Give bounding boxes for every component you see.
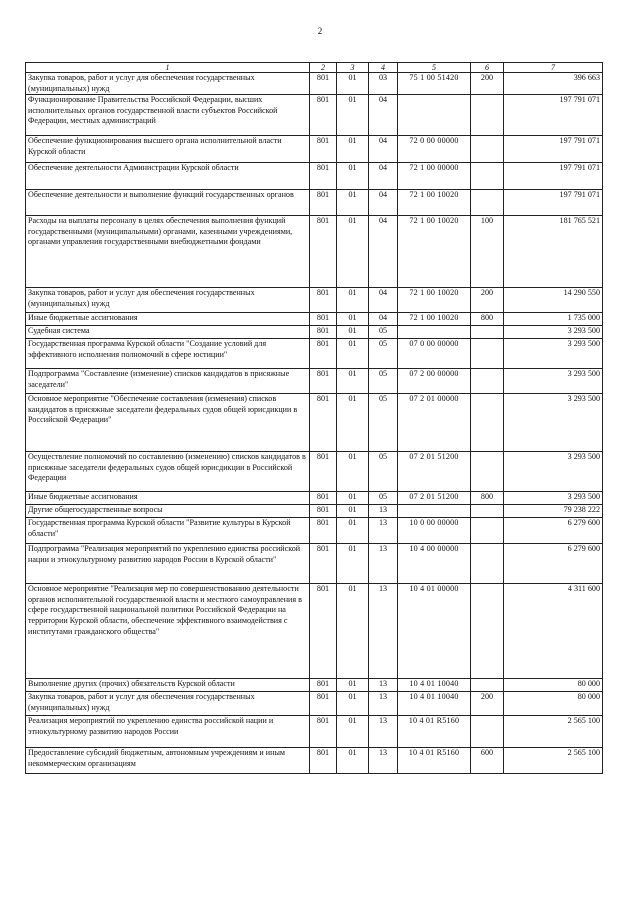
row-subsection: 05 (369, 326, 398, 339)
row-expense-type (471, 369, 504, 394)
row-amount: 3 293 500 (504, 452, 603, 492)
row-section: 01 (337, 288, 369, 313)
row-target-article: 07 2 01 51200 (398, 492, 471, 505)
row-section: 01 (337, 136, 369, 163)
table-row (26, 313, 603, 326)
row-expense-type: 600 (471, 748, 504, 774)
row-subsection: 13 (369, 748, 398, 774)
row-target-article: 07 0 00 00000 (398, 339, 471, 369)
row-target-article: 10 4 01 R5160 (398, 748, 471, 774)
row-section: 01 (337, 505, 369, 518)
row-section: 01 (337, 190, 369, 216)
row-code: 801 (310, 544, 337, 584)
row-section: 01 (337, 584, 369, 679)
row-subsection: 05 (369, 452, 398, 492)
row-section: 01 (337, 313, 369, 326)
row-name: Закупка товаров, работ и услуг для обеспечения государственных (муниципальных) нужд (26, 288, 310, 313)
table-row (26, 394, 603, 452)
table-row (26, 518, 603, 544)
row-amount: 80 000 (504, 679, 603, 692)
row-name: Иные бюджетные ассигнования (26, 492, 310, 505)
row-name: Реализация мероприятий по укреплению единства российской нации и этнокультурному развитию народов России (26, 716, 310, 748)
row-section: 01 (337, 679, 369, 692)
row-amount: 6 279 600 (504, 518, 603, 544)
table-row (26, 748, 603, 774)
row-code: 801 (310, 748, 337, 774)
row-code: 801 (310, 190, 337, 216)
row-subsection: 04 (369, 288, 398, 313)
row-section: 01 (337, 163, 369, 190)
row-code: 801 (310, 394, 337, 452)
column-header: 6 (471, 63, 504, 73)
row-section: 01 (337, 748, 369, 774)
row-amount: 6 279 600 (504, 544, 603, 584)
row-expense-type (471, 394, 504, 452)
row-amount: 2 565 100 (504, 748, 603, 774)
row-expense-type (471, 452, 504, 492)
row-subsection: 04 (369, 163, 398, 190)
row-expense-type (471, 190, 504, 216)
row-section: 01 (337, 216, 369, 288)
row-subsection: 05 (369, 339, 398, 369)
row-target-article: 10 4 01 10040 (398, 692, 471, 716)
row-code: 801 (310, 288, 337, 313)
row-amount: 197 791 071 (504, 95, 603, 136)
row-section: 01 (337, 452, 369, 492)
row-subsection: 13 (369, 692, 398, 716)
row-expense-type: 200 (471, 288, 504, 313)
row-name: Иные бюджетные ассигнования (26, 313, 310, 326)
row-amount: 1 735 000 (504, 313, 603, 326)
table-row (26, 492, 603, 505)
row-name: Закупка товаров, работ и услуг для обеспечения государственных (муниципальных) нужд (26, 73, 310, 95)
row-target-article: 72 1 00 10020 (398, 313, 471, 326)
table-row (26, 584, 603, 679)
row-name: Обеспечение деятельности и выполнение функций государственных органов (26, 190, 310, 216)
row-subsection: 13 (369, 716, 398, 748)
table-row (26, 95, 603, 136)
row-expense-type (471, 505, 504, 518)
row-code: 801 (310, 369, 337, 394)
row-expense-type (471, 518, 504, 544)
row-subsection: 04 (369, 136, 398, 163)
row-section: 01 (337, 369, 369, 394)
row-expense-type: 200 (471, 692, 504, 716)
row-code: 801 (310, 679, 337, 692)
row-amount: 3 293 500 (504, 339, 603, 369)
row-subsection: 05 (369, 369, 398, 394)
row-expense-type: 800 (471, 492, 504, 505)
row-expense-type (471, 163, 504, 190)
row-name: Обеспечение деятельности Администрации Курской области (26, 163, 310, 190)
row-expense-type: 100 (471, 216, 504, 288)
row-name: Выполнение других (прочих) обязательств Курской области (26, 679, 310, 692)
row-amount: 197 791 071 (504, 136, 603, 163)
row-subsection: 13 (369, 584, 398, 679)
row-code: 801 (310, 339, 337, 369)
table-row (26, 369, 603, 394)
row-target-article: 72 1 00 10020 (398, 190, 471, 216)
row-expense-type: 800 (471, 313, 504, 326)
row-expense-type (471, 326, 504, 339)
row-target-article: 10 4 01 10040 (398, 679, 471, 692)
row-code: 801 (310, 216, 337, 288)
row-expense-type: 200 (471, 73, 504, 95)
row-subsection: 03 (369, 73, 398, 95)
row-subsection: 13 (369, 679, 398, 692)
table-row (26, 326, 603, 339)
row-code: 801 (310, 326, 337, 339)
row-target-article: 72 0 00 00000 (398, 136, 471, 163)
column-header: 7 (504, 63, 603, 73)
column-header: 1 (26, 63, 310, 73)
column-header: 5 (398, 63, 471, 73)
row-target-article: 10 4 01 R5160 (398, 716, 471, 748)
table-row (26, 692, 603, 716)
row-expense-type (471, 339, 504, 369)
row-amount: 79 238 222 (504, 505, 603, 518)
row-expense-type (471, 95, 504, 136)
row-name: Функционирование Правительства Российской Федерации, высших исполнительных органов государственной власти субъектов Российской Федерации, местных администраций (26, 95, 310, 136)
row-amount: 197 791 071 (504, 163, 603, 190)
table-row (26, 452, 603, 492)
row-name: Предоставление субсидий бюджетным, автономным учреждениям и иным некоммерческим организациям (26, 748, 310, 774)
row-code: 801 (310, 584, 337, 679)
row-target-article: 10 4 01 00000 (398, 584, 471, 679)
row-name: Расходы на выплаты персоналу в целях обеспечения выполнения функций государственными (муниципальными) органами, казенными учреждениями, органами управления государственными внебюджетными фондами (26, 216, 310, 288)
row-target-article (398, 505, 471, 518)
row-target-article (398, 326, 471, 339)
row-amount: 396 663 (504, 73, 603, 95)
row-expense-type (471, 679, 504, 692)
row-section: 01 (337, 73, 369, 95)
row-target-article: 75 1 00 51420 (398, 73, 471, 95)
row-amount: 80 000 (504, 692, 603, 716)
row-target-article: 72 1 00 10020 (398, 216, 471, 288)
row-code: 801 (310, 518, 337, 544)
column-header: 2 (310, 63, 337, 73)
row-subsection: 05 (369, 394, 398, 452)
row-target-article: 72 1 00 10020 (398, 288, 471, 313)
row-amount: 3 293 500 (504, 326, 603, 339)
row-amount: 3 293 500 (504, 394, 603, 452)
table-row (26, 163, 603, 190)
row-code: 801 (310, 73, 337, 95)
row-name: Подпрограмма "Составление (изменение) списков кандидатов в присяжные заседатели" (26, 369, 310, 394)
row-target-article: 07 2 00 00000 (398, 369, 471, 394)
column-header: 4 (369, 63, 398, 73)
row-section: 01 (337, 394, 369, 452)
row-target-article (398, 95, 471, 136)
row-subsection: 04 (369, 216, 398, 288)
row-section: 01 (337, 326, 369, 339)
row-section: 01 (337, 518, 369, 544)
row-code: 801 (310, 492, 337, 505)
row-subsection: 05 (369, 492, 398, 505)
table-row (26, 679, 603, 692)
row-expense-type (471, 544, 504, 584)
row-name: Судебная система (26, 326, 310, 339)
table-body (26, 73, 603, 774)
row-code: 801 (310, 136, 337, 163)
table-row (26, 136, 603, 163)
row-section: 01 (337, 692, 369, 716)
row-expense-type (471, 584, 504, 679)
row-subsection: 04 (369, 190, 398, 216)
row-name: Другие общегосударственные вопросы (26, 505, 310, 518)
table-row (26, 339, 603, 369)
row-amount: 3 293 500 (504, 369, 603, 394)
row-name: Основное мероприятие "Обеспечение составления (изменения) списков кандидатов в присяжные заседатели федеральных судов общей юрисдикции в Российской Федерации" (26, 394, 310, 452)
row-subsection: 13 (369, 518, 398, 544)
column-header: 3 (337, 63, 369, 73)
row-amount: 2 565 100 (504, 716, 603, 748)
row-name: Подпрограмма "Реализация мероприятий по укреплению единства российской нации и этнокультурному развитию народов России в Курской области" (26, 544, 310, 584)
row-target-article: 07 2 01 00000 (398, 394, 471, 452)
table-row (26, 288, 603, 313)
row-code: 801 (310, 313, 337, 326)
row-target-article: 10 4 00 00000 (398, 544, 471, 584)
table-row (26, 716, 603, 748)
row-subsection: 13 (369, 505, 398, 518)
row-amount: 3 293 500 (504, 492, 603, 505)
row-expense-type (471, 136, 504, 163)
row-expense-type (471, 716, 504, 748)
row-code: 801 (310, 505, 337, 518)
row-target-article: 10 0 00 00000 (398, 518, 471, 544)
row-section: 01 (337, 339, 369, 369)
row-code: 801 (310, 95, 337, 136)
row-name: Обеспечение функционирования высшего органа исполнительной власти Курской области (26, 136, 310, 163)
row-section: 01 (337, 95, 369, 136)
table-row (26, 216, 603, 288)
row-subsection: 04 (369, 313, 398, 326)
row-name: Закупка товаров, работ и услуг для обеспечения государственных (муниципальных) нужд (26, 692, 310, 716)
row-amount: 181 765 521 (504, 216, 603, 288)
page-number: 2 (317, 26, 323, 36)
row-name: Государственная программа Курской области "Развитие культуры в Курской области" (26, 518, 310, 544)
table-row (26, 73, 603, 95)
row-section: 01 (337, 544, 369, 584)
row-code: 801 (310, 163, 337, 190)
table-header-row (26, 63, 603, 73)
table-row (26, 505, 603, 518)
row-section: 01 (337, 492, 369, 505)
row-amount: 4 311 600 (504, 584, 603, 679)
row-code: 801 (310, 692, 337, 716)
row-subsection: 04 (369, 95, 398, 136)
row-subsection: 13 (369, 544, 398, 584)
row-code: 801 (310, 452, 337, 492)
row-name: Государственная программа Курской области "Создание условий для эффективного исполнения полномочий в сфере юстиции" (26, 339, 310, 369)
row-amount: 14 290 550 (504, 288, 603, 313)
table-row (26, 190, 603, 216)
row-name: Основное мероприятие "Реализация мер по совершенствованию деятельности органов исполнительной государственной власти и местного самоуправления в сфере государственной национальной политики Российской Федерации на территории Курской области, обеспечение эффективного взаимодействия с институтами гражданского общества" (26, 584, 310, 679)
row-amount: 197 791 071 (504, 190, 603, 216)
row-target-article: 72 1 00 00000 (398, 163, 471, 190)
row-target-article: 07 2 01 51200 (398, 452, 471, 492)
row-section: 01 (337, 716, 369, 748)
row-name: Осуществление полномочий по составлению (изменению) списков кандидатов в присяжные заседатели федеральных судов общей юрисдикции в Российской Федерации (26, 452, 310, 492)
row-code: 801 (310, 716, 337, 748)
budget-table (25, 62, 603, 774)
table-row (26, 544, 603, 584)
